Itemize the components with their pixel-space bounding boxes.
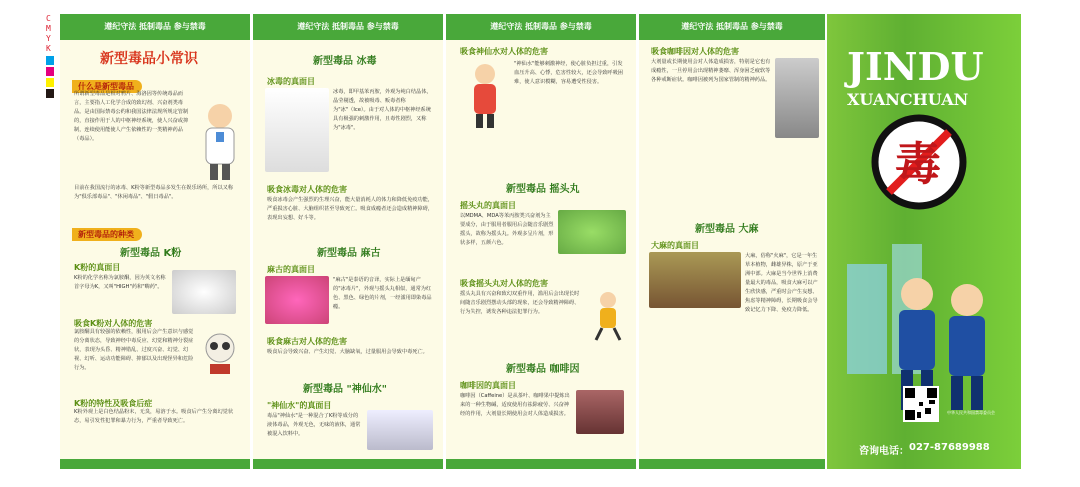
page-title: 新型毒品小常识 xyxy=(100,51,198,67)
ice-sub2: 吸食冰毒对人体的危害 xyxy=(267,185,347,194)
maguo-text1: "麻古"是泰语的音译，实际上是缅甸产的"冰毒片"，外观与摇头丸相似，通常为红色、黑色、绿色的片剂，一经滥用即染毒品瘾。 xyxy=(333,277,432,310)
section-what-is: 什么是新型毒品 xyxy=(72,80,142,93)
swatch-black xyxy=(46,89,54,98)
doctor-illustration xyxy=(196,98,244,182)
print-mark-m: M xyxy=(46,24,51,33)
swatch-magenta xyxy=(46,67,54,76)
damo-photo xyxy=(649,252,741,308)
print-mark-y: Y xyxy=(46,34,51,43)
damo-title: 新型毒品 大麻 xyxy=(695,224,759,235)
shenxian-title: 新型毒品 "神仙水" xyxy=(303,384,387,395)
panel-3-slogan: 遵纪守法 抵制毒品 参与禁毒 xyxy=(446,14,636,40)
skull-illustration xyxy=(198,330,242,376)
maguo-title: 新型毒品 麻古 xyxy=(317,248,381,259)
person-illustration xyxy=(460,60,510,130)
yaotou-sub1: 摇头丸的真面目 xyxy=(460,201,516,210)
dancer-illustration xyxy=(588,290,628,342)
shenxian-text1: 毒品"神仙水"是一种混合了K粉等成分的液体毒品，外观无色，无味的液体，通常被混入饮料中。 xyxy=(267,413,361,437)
swatch-cyan xyxy=(46,56,54,65)
ice-photo xyxy=(265,88,329,172)
cover-panel xyxy=(827,14,1021,469)
k-sub1: K粉的真面目 xyxy=(74,263,121,272)
print-color-marks xyxy=(46,14,56,100)
panel-4 xyxy=(639,14,825,469)
k-text1: K粉的化学名称为氯胺酮，因为英文名称首字母为K，又叫"HIGH"药和"嗨药"。 xyxy=(74,275,166,290)
ice-sub1: 冰毒的真面目 xyxy=(267,77,315,86)
panel-3 xyxy=(446,14,636,469)
yaotou-title: 新型毒品 摇头丸 xyxy=(506,184,580,195)
poison-character: 毒 xyxy=(895,137,941,191)
kafei-sub1: 咖啡因的真面目 xyxy=(460,381,516,390)
no-drugs-icon xyxy=(871,114,967,210)
k-text2: 氯胺酮具有较强的依赖性，服用后会产生意识与感觉的分离状态，导致神经中毒反应、幻觉和精神分裂症状，表现为头昏、精神错乱、过度兴奋、幻觉、幻视、幻听、运动功能障碍、抑郁以及出现怪异和危险行为。 xyxy=(74,329,194,371)
k-text3: K粉外观上是白色结晶粉末，无臭，易溶于水。吸食后产生分离幻觉状态，易引发性犯罪和暴力行为，严重者导致死亡。 xyxy=(74,409,234,424)
panel-1-slogan: 遵纪守法 抵制毒品 参与禁毒 xyxy=(60,14,250,40)
yaotou-text2: 摇头丸具有兴奋和致幻双重作用，滥用后会出现长时间随音乐剧烈摆动头部的现象，还会导致精神障碍、行为失控，诱发各种违法犯罪行为。 xyxy=(460,291,580,315)
shenxian-sub1: "神仙水"的真面目 xyxy=(267,401,332,410)
panel-1 xyxy=(60,14,250,469)
section-types: 新型毒品的种类 xyxy=(72,228,142,241)
brand-jindu: JINDU xyxy=(847,44,984,89)
k-powder-title: 新型毒品 K粉 xyxy=(120,248,182,259)
panel-2-footer-bar xyxy=(253,459,443,469)
damo-sub1: 大麻的真面目 xyxy=(651,241,699,250)
ice-title: 新型毒品 冰毒 xyxy=(313,56,377,67)
panel-4-footer-bar xyxy=(639,459,825,469)
brand-xuanchuan: XUANCHUAN xyxy=(847,90,969,109)
shenxian-sub2: 吸食神仙水对人体的危害 xyxy=(460,47,548,56)
shenxian-photo xyxy=(367,410,433,450)
k-powder-photo xyxy=(172,270,236,314)
ice-text2: 吸食冰毒会产生强烈的生理兴奋，能大量消耗人的体力和降低免疫功能，严重损害心脏、大脑组织甚至导致死亡。吸食成瘾者还会造成精神障碍，表现出妄想、好斗等。 xyxy=(267,197,433,221)
panel-1-footer-bar xyxy=(60,459,250,469)
k-sub3: K粉的特性及吸食后症 xyxy=(74,399,153,408)
kafei-text2: 大剂量或长期使用会对人体造成损害，特别是它也有成瘾性，一旦停用会出现精神萎靡、浑身困乏疲软等各种戒断症状。咖啡因被列为国家管制的精神药品。 xyxy=(651,59,771,83)
maguo-photo xyxy=(265,276,329,324)
ice-text1: 冰毒，即甲基苯丙胺，外观为纯白结晶体，晶莹剔透，故被吸毒、贩毒者称为"冰"（Ice）。由于对人体的中枢神经系统具有极强的刺激作用，且毒性剧烈，又称为"冰毒"。 xyxy=(333,89,432,131)
panel-3-footer-bar xyxy=(446,459,636,469)
qr-code[interactable] xyxy=(903,386,939,422)
panel-2-slogan: 遵纪守法 抵制毒品 参与禁毒 xyxy=(253,14,443,40)
org-name: 中华人民共和国禁毒委员会 xyxy=(947,410,995,415)
what-is-text: 所谓新型毒品是相对鸦片、海洛因等传统毒品而言，主要指人工化学合成的致幻剂、兴奋剂类毒品。是由国际禁毒公约和我国法律法规所规定管制的，直接作用于人的中枢神经系统，使人兴奋或抑制，连续使用能使人产生依赖性的一类精神药品（毒品）。 xyxy=(74,91,189,142)
popular-drugs-text: 目前在我国流行的冰毒、K粉等新型毒品多发生在娱乐场所，所以又称为"俱乐部毒品"、"休闲毒品"、"假日毒品"。 xyxy=(74,185,234,200)
maguo-text2: 吸食后会导致兴奋、产生幻觉、大脑缺氧，过量服用会导致中毒死亡。 xyxy=(267,349,428,355)
panel-4-slogan: 遵纪守法 抵制毒品 参与禁毒 xyxy=(639,14,825,40)
yaotou-text1: 以MDMA、MDA等苯丙胺类兴奋剂为主要成分，由于服用者服用后会随音乐剧烈摇头，故称为摇头丸。外观多呈片剂，形状多样，五颜六色。 xyxy=(460,213,554,246)
kafei-photo xyxy=(576,390,624,434)
kafei-title: 新型毒品 咖啡因 xyxy=(506,364,580,375)
damo-text1: 大麻，俗称"火麻"，它是一年生草本植物，雌雄异株，原产于亚洲中部。大麻是当今世界上消费量最大的毒品，吸食大麻可以产生欣快感，严重时会产生妄想、焦虑等精神障碍，长期吸食会导致记忆力下降、免疫力降低。 xyxy=(745,253,818,312)
swatch-yellow xyxy=(46,78,54,87)
cafe-photo xyxy=(775,58,819,138)
maguo-sub1: 麻古的真面目 xyxy=(267,265,315,274)
yaotou-photo xyxy=(558,210,626,254)
hotline-label: 咨询电话： xyxy=(859,446,909,457)
yaotou-sub2: 吸食摇头丸对人体的危害 xyxy=(460,279,548,288)
k-sub2: 吸食K粉对人体的危害 xyxy=(74,319,153,328)
hotline-number[interactable]: 027-87689988 xyxy=(909,442,990,453)
print-mark-c: C xyxy=(46,14,51,23)
panel-2 xyxy=(253,14,443,469)
kafei-text1: 咖啡因（Caffeine）是从茶叶、咖啡果中提炼出来的一种生物碱，适度使用有祛除疲劳、兴奋神经的作用，大剂量长期使用会对人体造成损害。 xyxy=(460,393,570,417)
shenxian-text2: "神仙水"能够刺激神经，使心脏负担过重，引发血压升高、心悸，危害性较大，还会导致呼吸困难，使人意识模糊，容易遭受性侵害。 xyxy=(514,61,623,85)
print-mark-k: K xyxy=(46,44,51,53)
maguo-sub2: 吸食麻古对人体的危害 xyxy=(267,337,347,346)
kafei-sub2: 吸食咖啡因对人体的危害 xyxy=(651,47,739,56)
